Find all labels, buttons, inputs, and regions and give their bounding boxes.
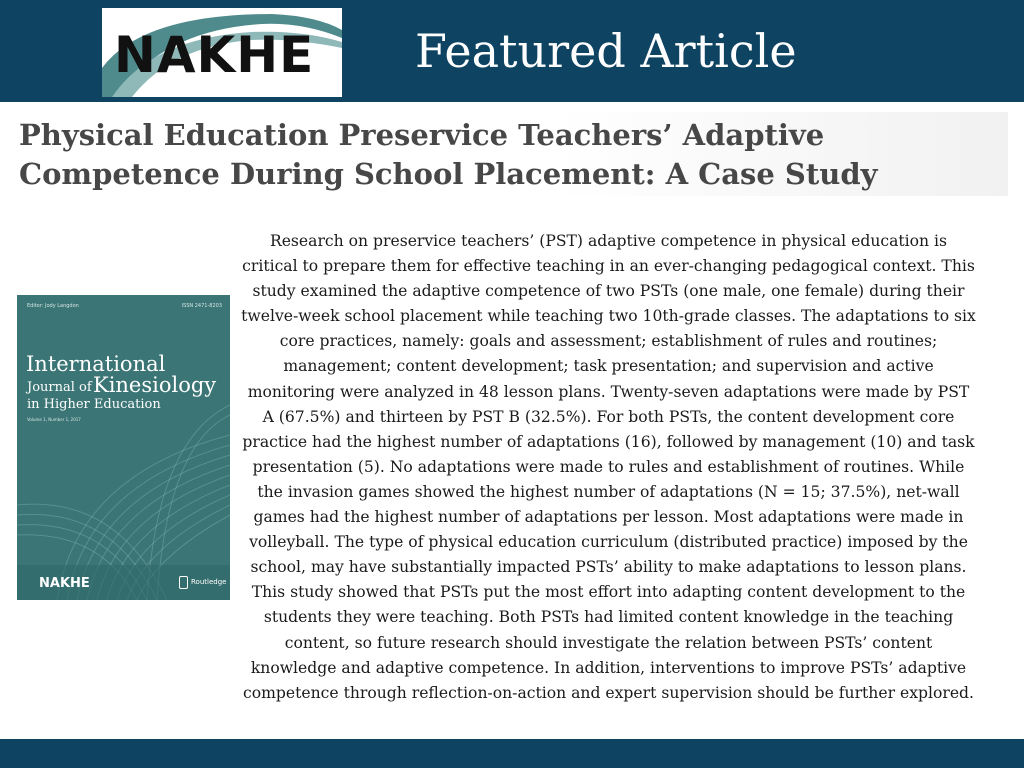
cover-title-line2a: Journal of <box>27 380 92 395</box>
cover-title-line1: International <box>26 352 166 376</box>
cover-title-line2b: Kinesiology <box>93 373 217 397</box>
footer-bar <box>0 739 1024 768</box>
cover-title-line3: in Higher Education <box>27 397 161 412</box>
header-title: Featured Article <box>415 24 797 78</box>
logo-text: NAKHE <box>114 26 315 84</box>
journal-cover-image <box>17 295 230 600</box>
cover-publisher: Routledge <box>191 578 227 586</box>
cover-nakhe-logo: NAKHE <box>39 576 90 591</box>
article-title: Physical Education Preservice Teachers’ Adaptive Competence During School Placement: A Case Study <box>19 118 878 191</box>
routledge-icon <box>179 576 188 589</box>
article-abstract: Research on preservice teachers’ (PST) adaptive competence in physical education is critical to prepare them for effective teaching in an ever-changing pedagogical context. This study examined the adaptive competence of two PSTs (one male, one female) during their twelve-week school placement while teaching two 10th-grade classes. The adaptations to six core practices, namely: goals and assessment; establishment of rules and routines; management; content development; task presentation; and supervision and active monitoring were analyzed in 48 lesson plans. Twenty-seven adaptations were made by PST A (67.5%) and thirteen by PST B (32.5%). For both PSTs, the content development core practice had the highest number of adaptations (16), followed by management (10) and task presentation (5). No adaptations were made to rules and establishment of routines. While the invasion games showed the highest number of adaptations (N = 15; 37.5%), net-wall games had the highest number of adaptations per lesson. Most adaptations were made in volleyball. The type of physical education curriculum (distributed practice) imposed by the school, may have substantially impacted PSTs’ ability to make adaptations to lesson plans. This study showed that PSTs put the most effort into adapting content development to the students they were teaching. Both PSTs had limited content knowledge in the teaching content, so future research should investigate the relation between PSTs’ content knowledge and adaptive competence. In addition, interventions to improve PSTs’ adaptive competence through reflection-on-action and expert supervision should be further explored. <box>241 232 976 702</box>
cover-editor: Editor: Jody Langdon <box>27 303 79 309</box>
cover-issn: ISSN 2471-8203 <box>181 303 222 309</box>
nakhe-logo <box>102 8 342 97</box>
cover-volume: Volume 1, Number 1, 2017 <box>27 417 81 422</box>
cover-swirl-icon <box>17 295 230 600</box>
